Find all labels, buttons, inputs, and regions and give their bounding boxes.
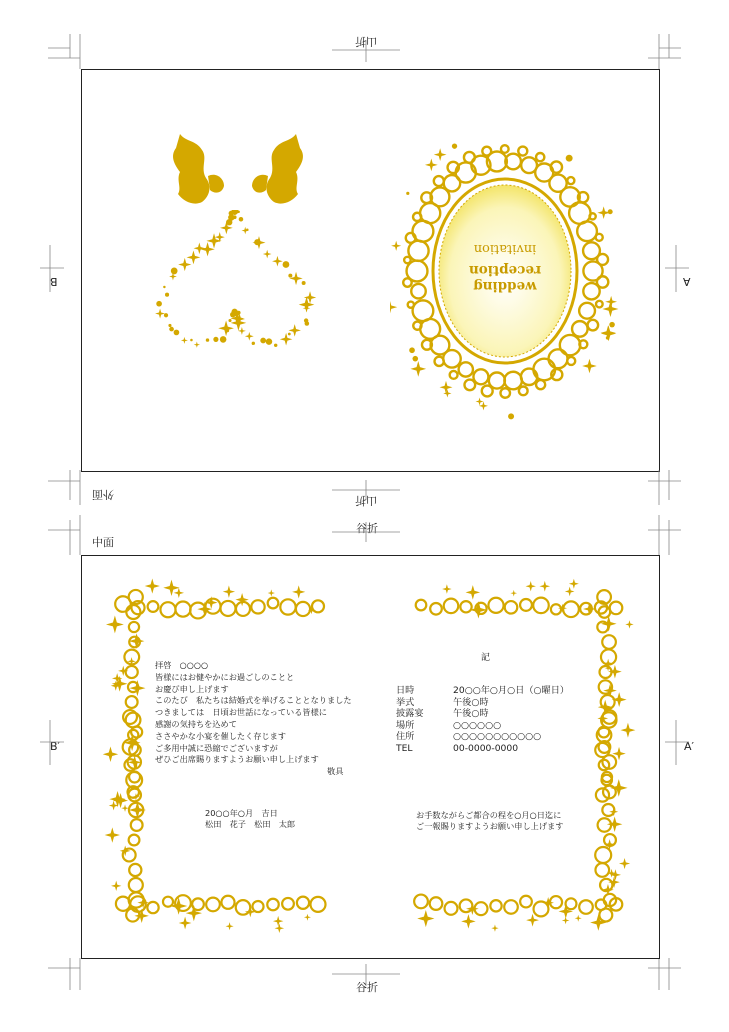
detail-value: 午後○時 (453, 696, 489, 708)
letter-line: 拝啓 ○○○○ (155, 660, 209, 670)
detail-label: 場所 (396, 719, 415, 731)
inner-side-label: 中面 (92, 536, 114, 549)
letter-line: 皆様にはお健やかにお過ごしのことと (155, 671, 295, 682)
fold-label-middle-valley: 谷折 (356, 522, 378, 535)
detail-row (396, 708, 569, 720)
detail-value: ○○○○○○○○○○○ (453, 731, 542, 743)
letter-line: お慶び申し上げます (155, 683, 229, 694)
side-marker-outer-right: A (683, 275, 691, 288)
detail-row (396, 697, 569, 709)
detail-label: 披露宴 (396, 708, 424, 720)
event-details (396, 685, 569, 755)
outer-side-label: 外面 (92, 488, 114, 501)
letter-names: 松田 花子 松田 太郎 (205, 819, 296, 829)
cover-title-line1: wedding reception (468, 262, 542, 294)
letter-line: ささやかな小宴を催したく存じます (155, 730, 287, 741)
letter-line: ぜひご出席賜りますようお願い申し上げます (155, 754, 319, 765)
side-marker-outer-left: B (50, 275, 58, 288)
detail-label: 住所 (396, 731, 415, 743)
cover-title (439, 186, 571, 356)
letter-line: 感謝の気持ちを込めて (155, 718, 237, 729)
cover-title-line2: invitation (473, 241, 537, 256)
side-marker-inner-left: B′ (50, 740, 61, 753)
rsvp-note (416, 810, 563, 832)
signature (205, 808, 295, 830)
fold-label-middle-mountain: 山折 (355, 494, 377, 507)
detail-label: 挙式 (396, 696, 415, 708)
sparkle-heart-icon (150, 210, 320, 380)
details-heading: 記 (481, 653, 491, 663)
doves-icon (168, 128, 308, 218)
detail-value: 20○○年○月○日（○曜日） (453, 685, 570, 696)
detail-label: TEL (396, 742, 413, 754)
detail-label: 日時 (396, 685, 415, 696)
side-marker-inner-right: A′ (684, 740, 695, 753)
detail-value: 00-0000-0000 (453, 742, 519, 754)
detail-value: 午後○時 (453, 708, 489, 720)
letter-date: 20○○年○月 吉日 (205, 808, 278, 818)
greeting-letter (155, 660, 352, 778)
detail-row (396, 743, 569, 755)
letter-line: ご多用中誠に恐縮でございますが (155, 742, 278, 753)
detail-row (396, 685, 569, 697)
fold-label-top: 山折 (355, 35, 377, 48)
fold-label-bottom: 谷折 (356, 981, 378, 994)
rsvp-note-line: ご一報賜りますようお願い申し上げます (416, 821, 564, 831)
detail-row (396, 731, 569, 743)
detail-value: ○○○○○○ (453, 719, 502, 731)
letter-line: つきましては 日頃お世話になっている皆様に (155, 707, 327, 718)
rsvp-note-line: お手数ながらご都合の程を○月○日迄に (416, 810, 562, 820)
letter-line: このたび 私たちは結婚式を挙げることとなりました (155, 695, 352, 706)
detail-row (396, 720, 569, 732)
letter-closing: 敬具 (327, 766, 344, 777)
